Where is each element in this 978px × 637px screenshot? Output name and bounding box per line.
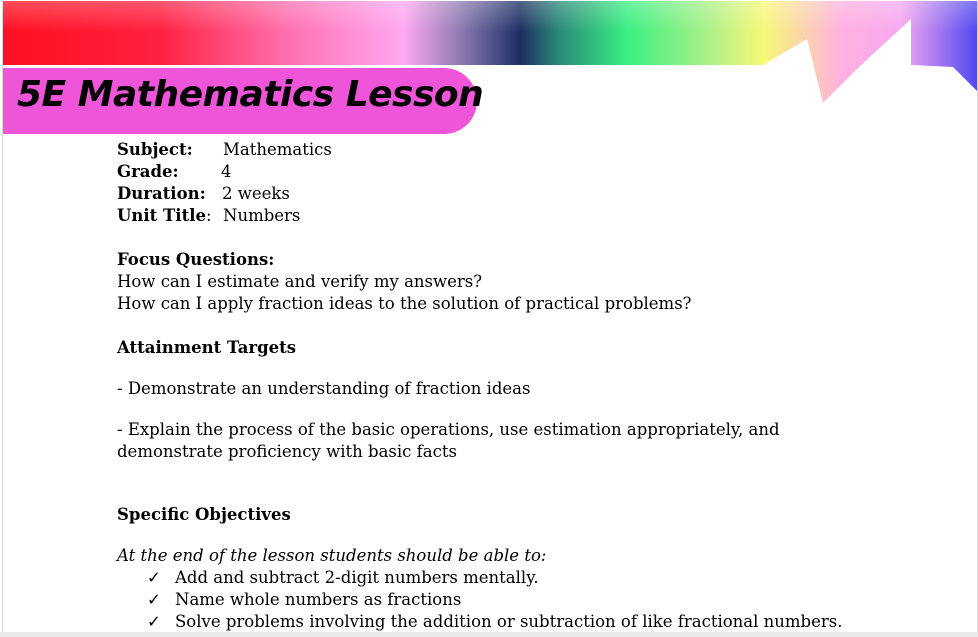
specific-objectives-heading: Specific Objectives: [117, 505, 291, 524]
status-bar-strip: [0, 632, 978, 637]
objective-item: [117, 611, 937, 633]
unit-title-colon: :: [205, 206, 212, 225]
lesson-content: [117, 139, 937, 633]
focus-question-1: How can I estimate and verify my answers?: [117, 272, 483, 291]
unit-title-row: [117, 205, 937, 227]
checkmark-icon: ✓: [147, 612, 161, 631]
subject-label: Subject:: [117, 140, 193, 159]
objective-text: Name whole numbers as fractions: [175, 590, 462, 609]
subject-value: Mathematics: [223, 140, 332, 159]
checkmark-icon: ✓: [147, 568, 161, 587]
objective-text: Add and subtract 2-digit numbers mentally.: [175, 568, 539, 587]
subject-row: [117, 139, 937, 161]
grade-label: Grade:: [117, 162, 179, 181]
checkmark-icon: ✓: [147, 590, 161, 609]
focus-question-2: How can I apply fraction ideas to the solution of practical problems?: [117, 294, 692, 313]
duration-value: 2 weeks: [222, 184, 290, 203]
grade-row: [117, 161, 937, 183]
objectives-intro: At the end of the lesson students should be able to:: [117, 546, 547, 565]
document-page: [2, 1, 978, 637]
focus-questions-heading: Focus Questions:: [117, 250, 275, 269]
duration-row: [117, 183, 937, 205]
objective-item: [117, 567, 937, 589]
attainment-target-2-line-1: - Explain the process of the basic operations, use estimation appropriately, and: [117, 420, 780, 439]
duration-label: Duration:: [117, 184, 206, 203]
objective-item: [117, 589, 937, 611]
page-title: 5E Mathematics Lesson: [17, 74, 484, 115]
unit-title-value: Numbers: [223, 206, 301, 225]
unit-title-label: Unit Title: [117, 206, 206, 225]
attainment-targets-heading: Attainment Targets: [117, 338, 297, 357]
attainment-target-1: - Demonstrate an understanding of fraction ideas: [117, 379, 531, 398]
objective-text: Solve problems involving the addition or subtraction of like fractional numbers.: [175, 612, 843, 631]
grade-value: 4: [221, 162, 232, 181]
attainment-target-2-line-2: demonstrate proficiency with basic facts: [117, 442, 457, 461]
